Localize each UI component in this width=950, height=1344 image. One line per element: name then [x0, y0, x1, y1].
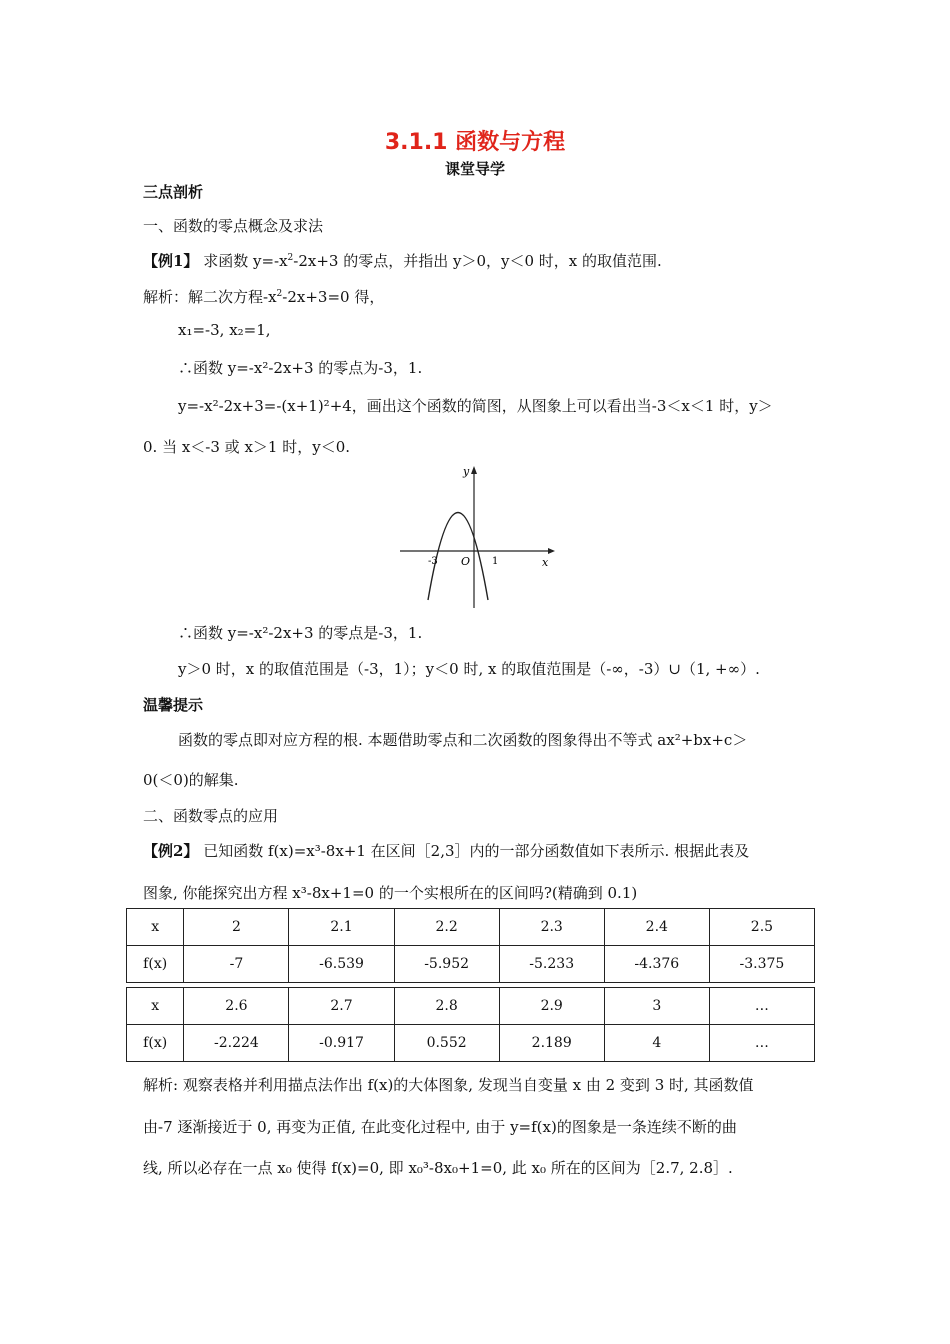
conclusion1-line1: ∴函数 y=-x²-2x+3 的零点是-3，1.: [178, 624, 423, 642]
example2-line1: [143, 840, 749, 861]
example1-text-b: -2x+3 的零点，并指出 y＞0，y＜0 时，x 的取值范围.: [293, 252, 662, 270]
table-cell: …: [709, 1025, 814, 1062]
y-axis-label: y: [463, 465, 470, 478]
tip-line1: 函数的零点即对应方程的根. 本题借助零点和二次函数的图象得出不等式 ax²+bx+c＞: [178, 731, 748, 749]
table-cell: -6.539: [289, 946, 394, 983]
table-cell: -5.233: [499, 946, 604, 983]
table-cell: x: [127, 909, 184, 946]
table-cell: 2.7: [289, 988, 394, 1025]
solution2-line1: 解析: 观察表格并利用描点法作出 f(x)的大体图象, 发现当自变量 x 由 2 变到 3 时, 其函数值: [143, 1076, 754, 1094]
table-cell: 2.189: [499, 1025, 604, 1062]
table-cell: -4.376: [604, 946, 709, 983]
solution2-line3: 线, 所以必存在一点 x₀ 使得 f(x)=0, 即 x₀³-8x₀+1=0, 此 x₀ 所在的区间为［2.7, 2.8］.: [143, 1159, 733, 1177]
solution1-line5: 0. 当 x＜-3 或 x＞1 时，y＜0.: [143, 438, 351, 456]
tip-heading: 温馨提示: [143, 696, 204, 714]
tip-line2: 0(＜0)的解集.: [143, 771, 239, 789]
table-cell: -0.917: [289, 1025, 394, 1062]
solution1-roots: x₁=-3, x₂=1,: [178, 321, 271, 339]
table-cell: 2.4: [604, 909, 709, 946]
table-row: [127, 909, 815, 946]
table-cell: -5.952: [394, 946, 499, 983]
part1-heading: 一、函数的零点概念及求法: [143, 217, 324, 235]
section-heading: 三点剖析: [143, 183, 204, 201]
solution1-line4: y=-x²-2x+3=-(x+1)²+4，画出这个函数的简图，从图象上可以看出当-3＜x＜1 时，y＞: [178, 397, 773, 415]
table-cell: x: [127, 988, 184, 1025]
table-cell: 2.5: [709, 909, 814, 946]
solution1-zero-line: ∴函数 y=-x²-2x+3 的零点为-3，1.: [178, 359, 423, 377]
table-row: [127, 1025, 815, 1062]
tick-label-neg3: -3: [428, 556, 438, 567]
table-cell: 2.6: [184, 988, 289, 1025]
table-cell: 0.552: [394, 1025, 499, 1062]
table-cell: 2.3: [499, 909, 604, 946]
solution1-line1-a: 解析：解二次方程-x: [143, 288, 277, 306]
parabola-graph: [395, 460, 560, 610]
solution1-line1-b: -2x+3=0 得，: [282, 288, 385, 306]
tick-label-1: 1: [492, 556, 499, 567]
table-cell: f(x): [127, 946, 184, 983]
table-cell: 2.9: [499, 988, 604, 1025]
function-value-table: [126, 908, 815, 1062]
example2-text: 已知函数 f(x)=x³-8x+1 在区间［2,3］内的一部分函数值如下表所示. 根据此表及: [198, 842, 750, 860]
x-axis-label: x: [542, 556, 549, 569]
conclusion1-line2: y＞0 时，x 的取值范围是（-3，1）；y＜0 时, x 的取值范围是（-∞，-3）∪（1, +∞）.: [178, 660, 760, 678]
table-cell: -2.224: [184, 1025, 289, 1062]
table-cell: 2: [184, 909, 289, 946]
page-subtitle: 课堂导学: [444, 160, 505, 178]
table-cell: 3: [604, 988, 709, 1025]
y-axis-arrow: [471, 466, 477, 474]
x-axis-arrow: [548, 548, 555, 554]
table-cell: 4: [604, 1025, 709, 1062]
solution2-line2: 由-7 逐渐接近于 0, 再变为正值, 在此变化过程中, 由于 y=f(x)的图象是一条连续不断的曲: [143, 1118, 737, 1136]
example1-text-a: 求函数 y=-x: [198, 252, 288, 270]
solution1-line1: 解析：解二次方程$-x^2-2x+3=0$ 得，: [143, 288, 385, 306]
table-cell: 2.2: [394, 909, 499, 946]
table-cell: f(x): [127, 1025, 184, 1062]
example1: 【例1】 求函数 $y=-x^2-2x+3$ 的零点，并指出 y＞0，y＜0 时，x 的取值范围.: [143, 252, 662, 270]
table-cell: …: [709, 988, 814, 1025]
origin-label: O: [461, 555, 471, 568]
part2-heading: 二、函数零点的应用: [143, 807, 279, 825]
example1-label: 【例1】: [143, 252, 199, 270]
page-title: 3.1.1 函数与方程: [384, 130, 566, 155]
table-cell: 2.8: [394, 988, 499, 1025]
table-row: [127, 946, 815, 983]
example2-label: 【例2】: [143, 842, 199, 860]
table-cell: -7: [184, 946, 289, 983]
table-row: [127, 988, 815, 1025]
table-cell: 2.1: [289, 909, 394, 946]
example2-line2: 图象, 你能探究出方程 x³-8x+1=0 的一个实根所在的区间吗?(精确到 0.1): [143, 884, 638, 902]
table-cell: -3.375: [709, 946, 814, 983]
